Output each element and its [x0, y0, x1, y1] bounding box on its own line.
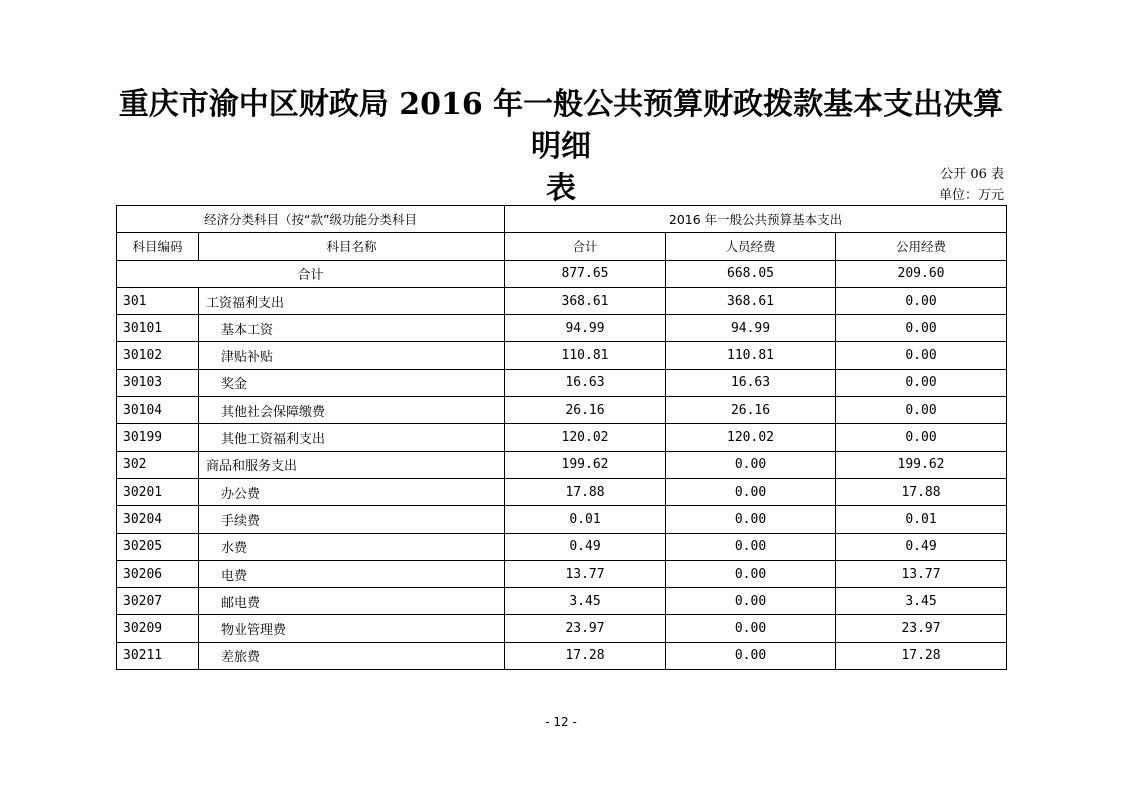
table-row — [117, 287, 1007, 314]
row-code: 30104 — [117, 397, 199, 424]
row-personnel: 0.00 — [666, 615, 836, 642]
row-personnel: 120.02 — [666, 424, 836, 451]
row-total: 94.99 — [505, 315, 666, 342]
row-name: 工资福利支出 — [199, 287, 505, 314]
row-name: 基本工资 — [199, 315, 505, 342]
row-public: 0.00 — [836, 287, 1007, 314]
table-row — [117, 506, 1007, 533]
row-total: 368.61 — [505, 287, 666, 314]
row-public: 0.00 — [836, 397, 1007, 424]
row-total: 26.16 — [505, 397, 666, 424]
row-code: 30103 — [117, 369, 199, 396]
column-header-row — [117, 233, 1007, 260]
row-personnel: 0.00 — [666, 533, 836, 560]
row-personnel: 0.00 — [666, 642, 836, 669]
unit-label: 单位：万元 — [938, 188, 1004, 203]
row-total: 199.62 — [505, 451, 666, 478]
expenditure-group-header: 2016 年一般公共预算基本支出 — [505, 206, 1007, 233]
column-header-name: 科目名称 — [199, 233, 505, 260]
row-name: 电费 — [199, 560, 505, 587]
table-row — [117, 369, 1007, 396]
row-public: 0.00 — [836, 424, 1007, 451]
row-public: 0.01 — [836, 506, 1007, 533]
row-public: 17.88 — [836, 478, 1007, 505]
row-name: 奖金 — [199, 369, 505, 396]
document-title-line1: 重庆市渝中区财政局 2016 年一般公共预算财政拨款基本支出决算明细 — [118, 87, 1004, 164]
row-code: 30201 — [117, 478, 199, 505]
column-header-total: 合计 — [505, 233, 666, 260]
row-public: 23.97 — [836, 615, 1007, 642]
form-code: 公开 06 表 — [940, 167, 1004, 182]
row-code: 30101 — [117, 315, 199, 342]
expenditure-table — [116, 205, 1007, 670]
table-row — [117, 451, 1007, 478]
row-code: 30102 — [117, 342, 199, 369]
row-public: 199.62 — [836, 451, 1007, 478]
row-personnel: 0.00 — [666, 588, 836, 615]
row-total: 23.97 — [505, 615, 666, 642]
row-total: 3.45 — [505, 588, 666, 615]
table-row — [117, 424, 1007, 451]
row-code: 302 — [117, 451, 199, 478]
total-row-public: 209.60 — [836, 260, 1007, 287]
page-number: - 12 - — [545, 715, 577, 729]
row-name: 其他工资福利支出 — [199, 424, 505, 451]
row-code: 30206 — [117, 560, 199, 587]
row-name: 水费 — [199, 533, 505, 560]
row-name: 津贴补贴 — [199, 342, 505, 369]
column-header-personnel: 人员经费 — [666, 233, 836, 260]
row-public: 0.00 — [836, 342, 1007, 369]
row-total: 17.28 — [505, 642, 666, 669]
row-personnel: 0.00 — [666, 478, 836, 505]
table-row — [117, 478, 1007, 505]
document-title-line2: 表 — [546, 171, 576, 206]
row-name: 差旅费 — [199, 642, 505, 669]
row-name: 其他社会保障缴费 — [199, 397, 505, 424]
row-personnel: 0.00 — [666, 451, 836, 478]
row-name: 商品和服务支出 — [199, 451, 505, 478]
row-code: 30205 — [117, 533, 199, 560]
table-row — [117, 588, 1007, 615]
row-personnel: 368.61 — [666, 287, 836, 314]
row-code: 30204 — [117, 506, 199, 533]
row-code: 30207 — [117, 588, 199, 615]
row-total: 110.81 — [505, 342, 666, 369]
table-row — [117, 642, 1007, 669]
table-row — [117, 315, 1007, 342]
row-code: 30211 — [117, 642, 199, 669]
row-name: 办公费 — [199, 478, 505, 505]
row-code: 30199 — [117, 424, 199, 451]
row-personnel: 16.63 — [666, 369, 836, 396]
classification-group-header: 经济分类科目（按“款”级功能分类科目 — [117, 206, 505, 233]
row-total: 17.88 — [505, 478, 666, 505]
row-total: 0.01 — [505, 506, 666, 533]
row-personnel: 0.00 — [666, 506, 836, 533]
row-public: 0.00 — [836, 315, 1007, 342]
row-code: 301 — [117, 287, 199, 314]
column-header-code: 科目编码 — [117, 233, 199, 260]
document-title — [110, 84, 1012, 210]
total-row-label: 合计 — [117, 260, 505, 287]
row-name: 手续费 — [199, 506, 505, 533]
table-row — [117, 615, 1007, 642]
row-public: 0.49 — [836, 533, 1007, 560]
row-personnel: 0.00 — [666, 560, 836, 587]
row-total: 13.77 — [505, 560, 666, 587]
row-public: 17.28 — [836, 642, 1007, 669]
row-personnel: 110.81 — [666, 342, 836, 369]
total-row-total: 877.65 — [505, 260, 666, 287]
group-header-row — [117, 206, 1007, 233]
row-public: 13.77 — [836, 560, 1007, 587]
row-total: 120.02 — [505, 424, 666, 451]
table-row — [117, 342, 1007, 369]
row-public: 3.45 — [836, 588, 1007, 615]
total-row-personnel: 668.05 — [666, 260, 836, 287]
row-code: 30209 — [117, 615, 199, 642]
row-total: 16.63 — [505, 369, 666, 396]
table-row — [117, 533, 1007, 560]
table-row — [117, 560, 1007, 587]
row-personnel: 26.16 — [666, 397, 836, 424]
column-header-public: 公用经费 — [836, 233, 1007, 260]
row-personnel: 94.99 — [666, 315, 836, 342]
row-name: 邮电费 — [199, 588, 505, 615]
row-public: 0.00 — [836, 369, 1007, 396]
table-row — [117, 397, 1007, 424]
row-total: 0.49 — [505, 533, 666, 560]
row-name: 物业管理费 — [199, 615, 505, 642]
total-row — [117, 260, 1007, 287]
